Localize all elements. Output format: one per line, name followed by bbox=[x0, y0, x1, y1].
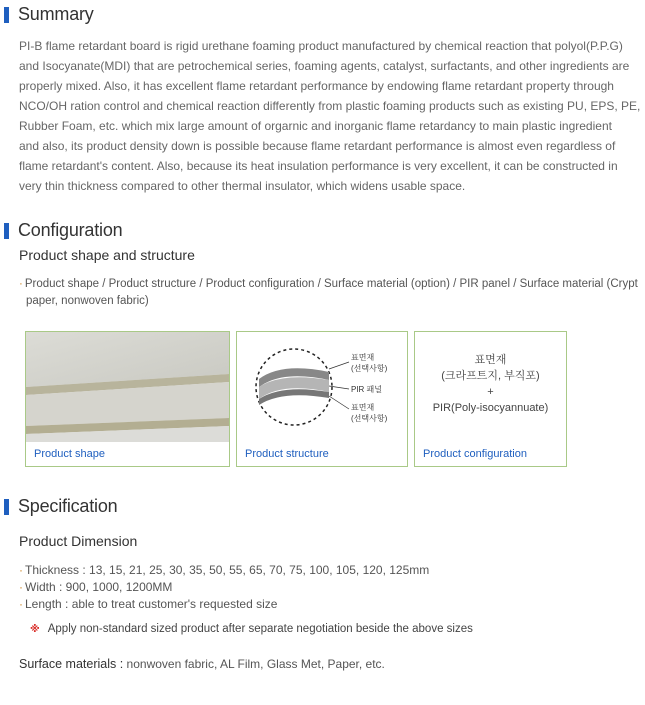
configuration-subtitle: Product shape and structure bbox=[19, 247, 195, 263]
product-shape-card bbox=[25, 331, 230, 467]
summary-line: and Isocyanate(MDI) that are petrochemical series, foaming agents, catalyst, surfactants, and other ingredients are bbox=[19, 59, 630, 73]
configuration-heading bbox=[4, 220, 122, 241]
spec-text: Length : able to treat customer's requested size bbox=[25, 597, 278, 611]
specification-subtitle: Product Dimension bbox=[19, 533, 138, 549]
summary-line: very thin thickness compared to other thermal insulator, which widens usable space. bbox=[19, 179, 466, 193]
structure-label-mid: PIR 패널 bbox=[351, 385, 383, 394]
label-text: 표면재 bbox=[351, 403, 375, 412]
surface-materials bbox=[19, 657, 385, 671]
summary-heading bbox=[4, 4, 94, 25]
card-caption: Product structure bbox=[245, 448, 329, 460]
configuration-bullet-cont: paper, nonwoven fabric) bbox=[26, 295, 149, 307]
summary-line: PI-B flame retardant board is rigid urethane foaming product manufactured by chemical reaction that polyol(P.P.G) bbox=[19, 39, 623, 53]
label-text: 표면재 bbox=[351, 353, 375, 362]
configuration-bullet bbox=[19, 276, 638, 293]
card-caption: Product configuration bbox=[423, 448, 527, 460]
note-text: Apply non-standard sized product after separate negotiation beside the above sizes bbox=[47, 623, 473, 635]
summary-line: and also, its product density down is possible because flame retardant performance is almost even regardless of bbox=[19, 139, 616, 153]
spec-text: Thickness : 13, 15, 21, 25, 30, 35, 50, 55, 65, 70, 75, 100, 105, 120, 125mm bbox=[25, 563, 430, 577]
summary-line: flame retardant's content. Also, because its heat insulation performance is very excellent, it can be constructed in bbox=[19, 159, 618, 173]
bullet-dot: · bbox=[19, 563, 23, 577]
config-line: PIR(Poly-isocyannuate) bbox=[432, 402, 549, 414]
spec-note bbox=[30, 623, 473, 635]
spec-item-thickness bbox=[19, 562, 429, 579]
summary-line: NCO/OH ration control and chemical reaction differently from plastic foaming products such as existing PU, EPS, PE, bbox=[19, 99, 641, 113]
surface-label: Surface materials : bbox=[19, 657, 124, 671]
spec-text: Width : 900, 1000, 1200MM bbox=[25, 580, 173, 594]
spec-item-length bbox=[19, 596, 277, 613]
bullet-dot: · bbox=[19, 278, 23, 290]
summary-paragraph bbox=[19, 36, 643, 196]
heading-marker bbox=[4, 223, 9, 239]
product-shape-image bbox=[26, 332, 229, 442]
plus-sign: + bbox=[487, 386, 494, 398]
configuration-text bbox=[415, 352, 566, 416]
structure-label-bottom bbox=[351, 402, 387, 424]
summary-line: Rubber Foam, etc. which mix large amount of orgarnic and inorganic flame retardancy to main plastic ingredient bbox=[19, 119, 612, 133]
structure-label-top bbox=[351, 352, 387, 374]
heading-marker bbox=[4, 7, 9, 23]
product-structure-card bbox=[236, 331, 408, 467]
label-sub: (선택사항) bbox=[351, 364, 388, 373]
label-sub: (선택사항) bbox=[351, 414, 388, 423]
bullet-text: Product shape / Product structure / Product configuration / Surface material (option) / PIR panel / Surface material (Crypt bbox=[24, 278, 638, 290]
summary-line: properly mixed. Also, it has excellent flame retardant performance by endowing flame retardant property through bbox=[19, 79, 614, 93]
config-line: 표면재 bbox=[474, 354, 507, 366]
bullet-dot: · bbox=[19, 597, 23, 611]
spec-item-width bbox=[19, 579, 172, 596]
specification-heading bbox=[4, 496, 117, 517]
summary-title: Summary bbox=[18, 4, 94, 24]
heading-marker bbox=[4, 499, 9, 515]
configuration-title: Configuration bbox=[18, 220, 123, 240]
specification-title: Specification bbox=[18, 496, 118, 516]
product-configuration-card bbox=[414, 331, 567, 467]
config-line: (크라프트지, 부직포) bbox=[441, 370, 540, 382]
bullet-dot: · bbox=[19, 580, 23, 594]
surface-value: nonwoven fabric, AL Film, Glass Met, Paper, etc. bbox=[123, 657, 385, 671]
card-caption: Product shape bbox=[34, 448, 105, 460]
note-mark-icon: ※ bbox=[30, 624, 40, 635]
